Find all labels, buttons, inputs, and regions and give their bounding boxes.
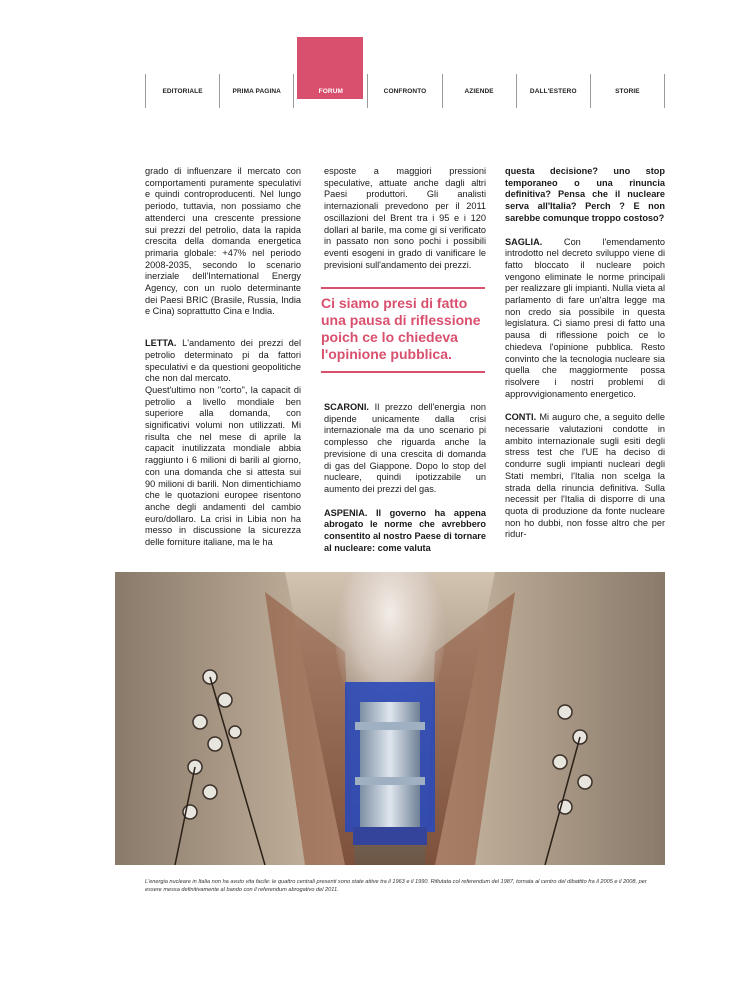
nav-label: AZIENDE [464, 87, 494, 95]
paragraph: grado di influenzare il mercato con comportamenti puramente speculativi e quindi controproducenti. Nel lungo periodo, tuttavia, non possiamo che attenderci una crescente pressione sui prezzi del petrolio, data la rapida crescita della domanda energetica primaria globale: +47% nel periodo 2008-2035, secondo lo scenario inerziale dell'International Energy Agency, con un ruolo determinante dei Paesi BRIC (Brasile, Russia, India e Cina) soprattutto Cina e India. [145, 166, 301, 317]
paragraph [505, 237, 665, 401]
paragraph: Quest'ultimo non "corto", la capacit di petrolio a livello mondiale ben superiore alla domanda, con significativi volumi non utilizzati. Mi risulta che nel mese di aprile la capacit inutilizzata mondiale abbia raggiunto i 6 milioni di barili al giorno, con una domanda che si attesta sui 90 milioni di barili. Non dimentichiamo che le quotazioni europee risentono anche degli andamenti del cambio euro/dollaro. La crisi in Libia non ha messo in discussione la sicurezza delle forniture italiane, ma le ha [145, 384, 301, 548]
nav-item-prima-pagina[interactable] [219, 74, 293, 108]
nav-item-forum[interactable] [293, 74, 367, 108]
photo-caption: L'energia nucleare in Italia non ha avuto vita facile: le quattro centrali presenti sono state attive tra il 1963 e il 1990. Rifiutata col referendum del 1987, tornata al centro del dibattito fra il 2005 e il 2008, per essere messa definitivamente al bando con il referendum abrogativo del 2011. [145, 878, 647, 893]
nav-label: PRIMA PAGINA [232, 87, 281, 95]
interview-question: questa decisione? uno stop temporaneo o una rinuncia definitiva? Pensa che il nucleare serva all'Italia? Perch ? E non sarebbe comunque troppo costoso? [505, 166, 665, 223]
paragraph [505, 412, 665, 541]
paragraph [324, 402, 486, 496]
nav-label: EDITORIALE [162, 87, 203, 95]
article-column-3 [505, 166, 665, 541]
article-column-2-lower [324, 402, 486, 554]
nav-item-dallestero[interactable] [516, 74, 590, 108]
nav-item-aziende[interactable] [442, 74, 516, 108]
interview-question: ASPENIA. Il governo ha appena abrogato le norme che avrebbero consentito al nostro Paese di tornare al nucleare: come valuta [324, 507, 486, 553]
speaker-name: CONTI. [505, 412, 537, 423]
nuclear-facility-photo [115, 572, 665, 865]
paragraph-text: Il prezzo dell'energia non dipende unicamente dalla crisi internazionale ma da uno scenario pi complesso che riguarda anche la previsione di una crescita di domanda di gas del Giappone. Dopo lo stop del nucleare, quindi ipotizzabile un aumento dei prezzi del gas. [324, 402, 486, 494]
section-nav [145, 74, 665, 108]
pull-quote-text: Ci siamo presi di fatto una pausa di riflessione poich ce lo chiedeva l'opinione pubblica. [321, 295, 481, 362]
nav-item-editoriale[interactable] [145, 74, 219, 108]
speaker-name: SAGLIA. [505, 236, 543, 247]
speaker-name: LETTA. [145, 338, 177, 349]
nav-label: CONFRONTO [383, 87, 427, 95]
nav-label: DALL'ESTERO [529, 87, 577, 95]
article-column-2 [324, 166, 486, 271]
paragraph-text: Mi auguro che, a seguito delle necessarie valutazioni condotte in ambito internazionale sugli esiti degli stress test che l'UE ha deciso di condurre sugli impianti nucleari degli Stati membri, l'Italia non scelga la strada della rinuncia definitiva. Sulla necessit per l'Italia di disporre di una quota di produzione da fonte nucleare non ho dubbi, non fosse altro che per ridur- [505, 412, 665, 540]
nav-label: STORIE [615, 87, 640, 95]
photo-illustration [115, 572, 665, 865]
nav-label: FORUM [318, 87, 344, 95]
paragraph [145, 338, 301, 385]
nav-item-storie[interactable] [590, 74, 665, 108]
nav-item-confronto[interactable] [367, 74, 441, 108]
speaker-name: SCARONI. [324, 402, 369, 412]
paragraph: esposte a maggiori pressioni speculative, attuate anche dagli altri Paesi produttori. Gli analisti internazionali prevedono per il 2011 oscillazioni del Brent tra i 95 e i 120 dollari al barile, ma come gi si verificato in passato non sono pochi i possibili eventi esogeni in grado di vanificare le previsioni sull'andamento dei prezzi. [324, 166, 486, 270]
article-column-1 [145, 166, 301, 549]
pull-quote [321, 287, 485, 373]
paragraph-text: L'andamento dei prezzi del petrolio determinato pi da fattori speculativi e da questioni geopolitiche che non dal mercato. [145, 338, 301, 384]
paragraph-text: Con l'emendamento introdotto nel decreto sviluppo viene di fatto bloccato il nucleare poich vengono eliminate le norme principali per realizzare gli impianti. Nulla vieta al parlamento di fare un'altra legge ma non credo sia possibile in questa legislatura. Ci siamo presi di fatto una pausa di riflessione poich ce lo chiedeva l'opinione pubblica. Resto convinto che la tecnologia nucleare sia quella che maggiormente possa risolvere i nostri problemi di approvvigionamento energetico. [505, 236, 665, 399]
